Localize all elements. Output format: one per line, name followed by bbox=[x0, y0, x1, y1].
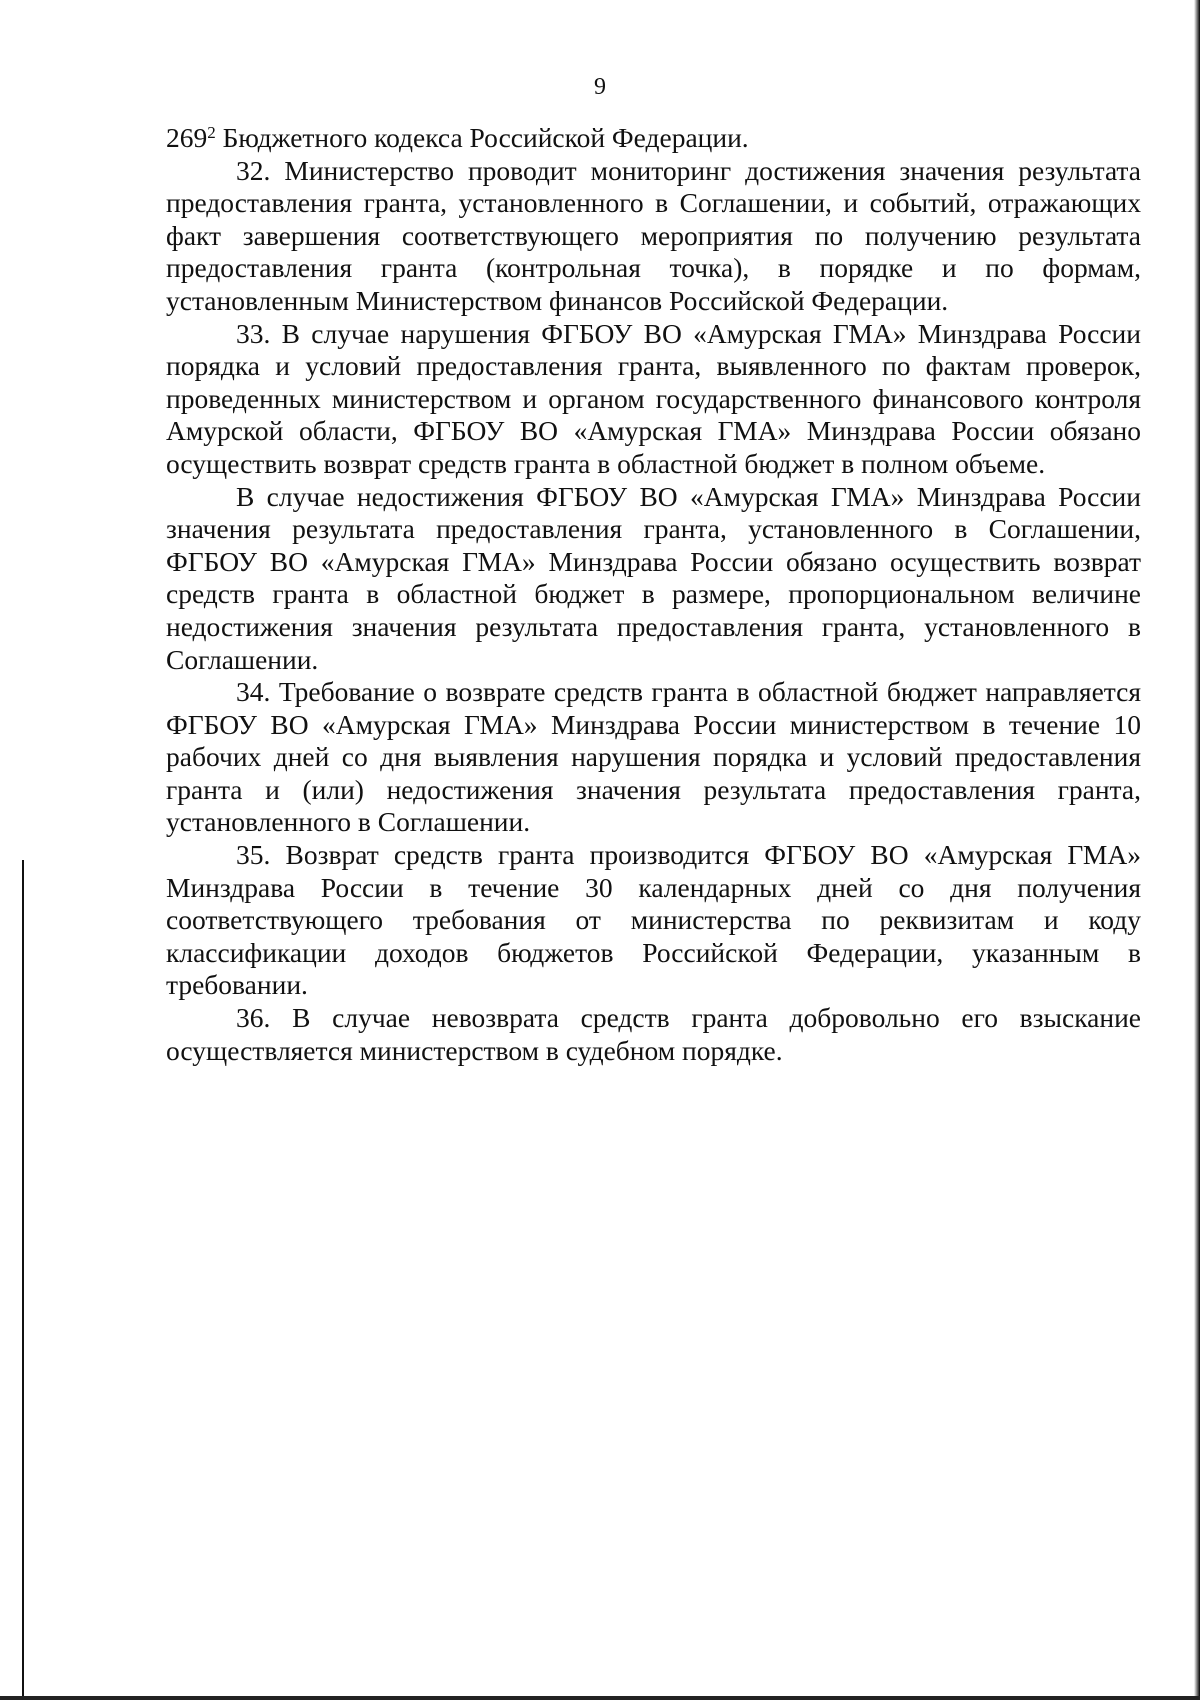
article-number: 269 bbox=[166, 122, 208, 153]
paragraph-32: 32. Министерство проводит мониторинг достижения значения результата предоставления гранта, установленного в Соглашении, и событий, отражающих факт завершения соответствующего мероприятия по получению результата предоставления гранта (контрольная точка), в порядке и по формам, установленным Министерством финансов Российской Федерации. bbox=[166, 154, 1141, 316]
paragraph-34: 34. Требование о возврате средств гранта в областной бюджет направляется ФГБОУ ВО «Амурская ГМА» Минздрава России министерством в течение 10 рабочих дней со дня выявления нарушения порядка и условий предоставления гранта и (или) недостижения значения результата предоставления гранта, установленного в Соглашении. bbox=[166, 676, 1141, 838]
paragraph-35: 35. Возврат средств гранта производится ФГБОУ ВО «Амурская ГМА» Минздрава России в течение 30 календарных дней со дня получения соответствующего требования от министерства по реквизитам и коду классификации доходов бюджетов Российской Федерации, указанным в требовании. bbox=[166, 839, 1141, 1001]
page-number: 9 bbox=[594, 74, 606, 100]
document-body bbox=[166, 122, 1141, 1067]
paragraph-continuation bbox=[166, 122, 1141, 155]
paragraph-33: 33. В случае нарушения ФГБОУ ВО «Амурская ГМА» Минздрава России порядка и условий предоставления гранта, выявленного по фактам проверок, проведенных министерством и органом государственного финансового контроля Амурской области, ФГБОУ ВО «Амурская ГМА» Минздрава России обязано осуществить возврат средств гранта в областной бюджет в полном объеме. bbox=[166, 317, 1141, 479]
article-superscript: 2 bbox=[207, 123, 216, 142]
paragraph-36: 36. В случае невозврата средств гранта добровольно его взыскание осуществляется министерством в судебном порядке. bbox=[166, 1002, 1141, 1066]
paragraph-33-second: В случае недостижения ФГБОУ ВО «Амурская ГМА» Минздрава России значения результата предоставления гранта, установленного в Соглашении, ФГБОУ ВО «Амурская ГМА» Минздрава России обязано осуществить возврат средств гранта в областной бюджет в размере, пропорциональном величине недостижения значения результата предоставления гранта, установленного в Соглашении. bbox=[166, 480, 1141, 675]
scan-edge-right bbox=[1194, 0, 1200, 1700]
scan-edge-left bbox=[22, 860, 24, 1700]
paragraph-continuation-text: Бюджетного кодекса Российской Федерации. bbox=[215, 122, 749, 153]
scan-edge-bottom bbox=[0, 1696, 1200, 1700]
